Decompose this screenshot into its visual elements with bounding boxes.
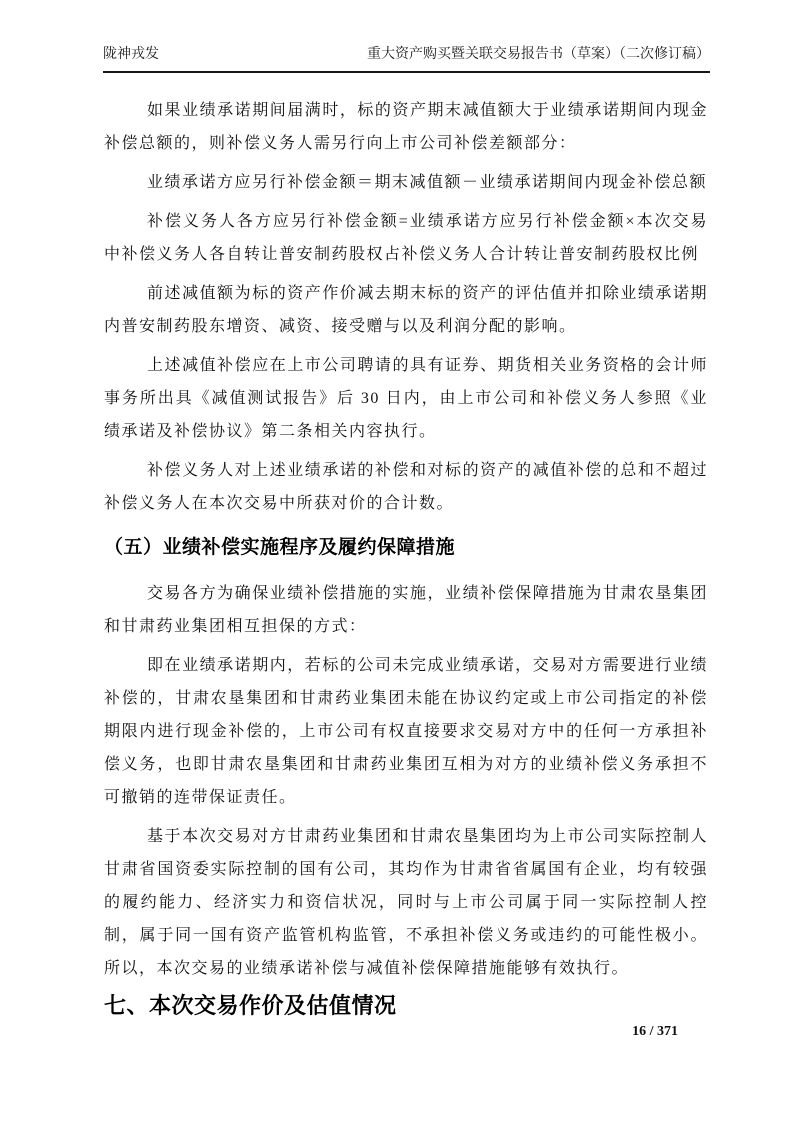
header-company-name: 陇神戎发: [103, 47, 159, 62]
body-paragraph: 上述减值补偿应在上市公司聘请的具有证券、期货相关业务资格的会计师事务所出具《减值测试报告》后 30 日内，由上市公司和补偿义务人参照《业绩承诺及补偿协议》第二条相关内容执行。: [104, 357, 708, 440]
body-paragraph: 如果业绩承诺期间届满时，标的资产期末减值额大于业绩承诺期间内现金补偿总额的，则补偿义务人需另行向上市公司补偿差额部分：: [104, 102, 708, 152]
body-paragraph: 前述减值额为标的资产作价减去期末标的资产的评估值并扣除业绩承诺期内普安制药股东增资、减资、接受赠与以及利润分配的影响。: [104, 285, 708, 335]
body-paragraph: 基于本次交易对方甘肃药业集团和甘肃农垦集团均为上市公司实际控制人甘肃省国资委实际控制的国有公司，其均作为甘肃省省属国有企业，均有较强的履约能力、经济实力和资信状况，同时与上市公司属于同一实际控制人控制，属于同一国有资产监管机构监管，不承担补偿义务或违约的可能性极小。所以，本次交易的业绩承诺补偿与减值补偿保障措施能够有效执行。: [104, 828, 708, 977]
document-body: [104, 94, 708, 1021]
body-paragraph: 补偿义务人对上述业绩承诺的补偿和对标的资产的减值补偿的总和不超过补偿义务人在本次交易中所获对价的合计数。: [104, 462, 708, 512]
section-heading-level-1: 七、本次交易作价及估值情况: [104, 993, 397, 1018]
page-number: 16 / 371: [632, 1024, 678, 1039]
formula-paragraph: 业绩承诺方应另行补偿金额＝期末减值额－业绩承诺期间内现金补偿总额: [147, 174, 708, 191]
body-paragraph: 交易各方为确保业绩补偿措施的实施，业绩补偿保障措施为甘肃农垦集团和甘肃药业集团相互担保的方式：: [104, 585, 708, 635]
page-header: [103, 46, 710, 73]
formula-paragraph: 补偿义务人各方应另行补偿金额=业绩承诺方应另行补偿金额×本次交易中补偿义务人各自转让普安制药股权占补偿义务人合计转让普安制药股权比例: [104, 213, 708, 263]
body-paragraph: 即在业绩承诺期内，若标的公司未完成业绩承诺，交易对方需要进行业绩补偿的，甘肃农垦集团和甘肃药业集团未能在协议约定或上市公司指定的补偿期限内进行现金补偿的，上市公司有权直接要求交易对方中的任何一方承担补偿义务，也即甘肃农垦集团和甘肃药业集团互相为对方的业绩补偿义务承担不可撤销的连带保证责任。: [104, 657, 708, 806]
header-report-title: 重大资产购买暨关联交易报告书（草案）（二次修订稿）: [367, 47, 710, 62]
section-heading-level-2: （五）业绩补偿实施程序及履约保障措施: [104, 537, 456, 558]
page-footer: [104, 1023, 678, 1041]
